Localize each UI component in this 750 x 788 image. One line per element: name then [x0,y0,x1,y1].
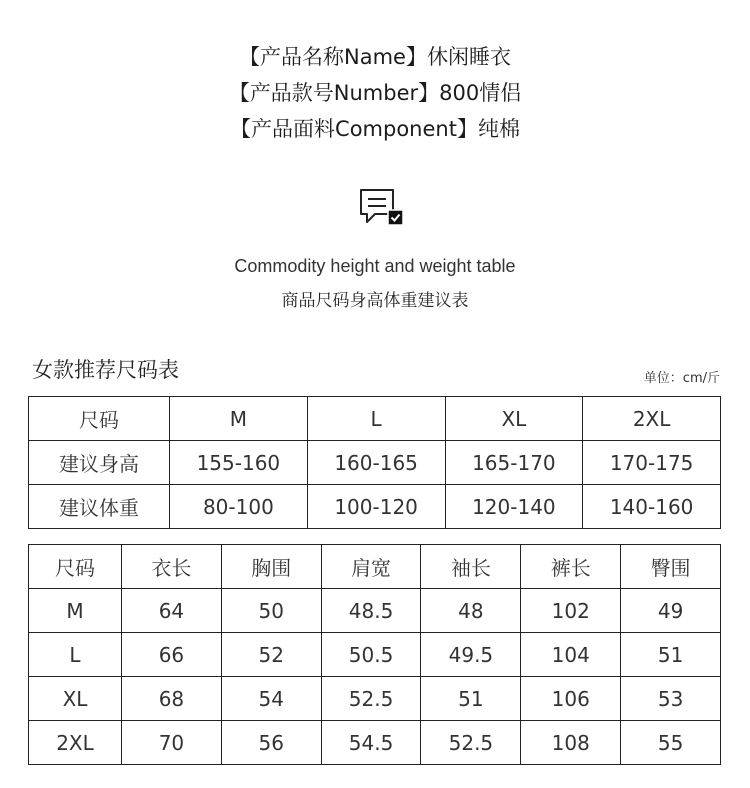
table-header-cell: 2XL [583,397,721,441]
table-cell: 155-160 [170,441,308,485]
table-cell: 170-175 [583,441,721,485]
table-header-cell: 胸围 [221,545,321,589]
unit-label: 单位：cm/斤 [643,371,720,386]
table-cell: 160-165 [307,441,445,485]
table-cell: 108 [521,721,621,765]
table-cell: 55 [621,721,721,765]
table-row [29,633,721,677]
table-header-cell: 裤长 [521,545,621,589]
table-cell: 53 [621,677,721,721]
table-cell: M [29,589,122,633]
table-header-row [29,397,721,441]
table-row [29,721,721,765]
table-header-cell: 袖长 [421,545,521,589]
chat-bubble-check-icon [357,186,407,230]
table-cell: 68 [122,677,222,721]
table-cell: 52.5 [421,721,521,765]
table-cell: 54 [221,677,321,721]
table-cell: 50 [221,589,321,633]
table-cell: 165-170 [445,441,583,485]
table-cell: 140-160 [583,485,721,529]
table-row [29,589,721,633]
table-cell: 70 [122,721,222,765]
product-name-line: 【产品名称Name】休闲睡衣 [239,45,511,69]
table-cell: 56 [221,721,321,765]
table-header-cell: L [307,397,445,441]
table-cell: 52.5 [321,677,421,721]
table-header-cell: XL [445,397,583,441]
table-header-row [29,545,721,589]
table-cell: 建议身高 [29,441,170,485]
table-header-cell: 肩宽 [321,545,421,589]
table-cell: 49.5 [421,633,521,677]
table-header-cell: 尺码 [29,397,170,441]
table-row [29,441,721,485]
table-cell: 51 [421,677,521,721]
table-header-cell: M [170,397,308,441]
table-header-cell: 尺码 [29,545,122,589]
table-cell: 49 [621,589,721,633]
section-title: 女款推荐尺码表 [32,358,179,382]
table-row [29,485,721,529]
table-cell: 64 [122,589,222,633]
garment-measurement-table [28,544,721,765]
table-cell: 2XL [29,721,122,765]
table-cell: 48 [421,589,521,633]
table-header-cell: 臀围 [621,545,721,589]
table-cell: 54.5 [321,721,421,765]
table-cell: 52 [221,633,321,677]
table-cell: 102 [521,589,621,633]
subtitle-english: Commodity height and weight table [234,256,516,276]
table-cell: 48.5 [321,589,421,633]
table-cell: 50.5 [321,633,421,677]
table-row [29,677,721,721]
product-fabric-line: 【产品面料Component】纯棉 [230,117,520,141]
table-header-cell: 衣长 [122,545,222,589]
table-cell: 106 [521,677,621,721]
table-cell: 80-100 [170,485,308,529]
table-cell: 104 [521,633,621,677]
table-cell: L [29,633,122,677]
table-cell: 120-140 [445,485,583,529]
size-recommendation-table [28,396,721,529]
table-cell: 66 [122,633,222,677]
product-number-line: 【产品款号Number】800情侣 [228,81,522,105]
table-cell: 100-120 [307,485,445,529]
table-cell: 建议体重 [29,485,170,529]
table-cell: XL [29,677,122,721]
table-cell: 51 [621,633,721,677]
subtitle-chinese: 商品尺码身高体重建议表 [281,291,469,311]
